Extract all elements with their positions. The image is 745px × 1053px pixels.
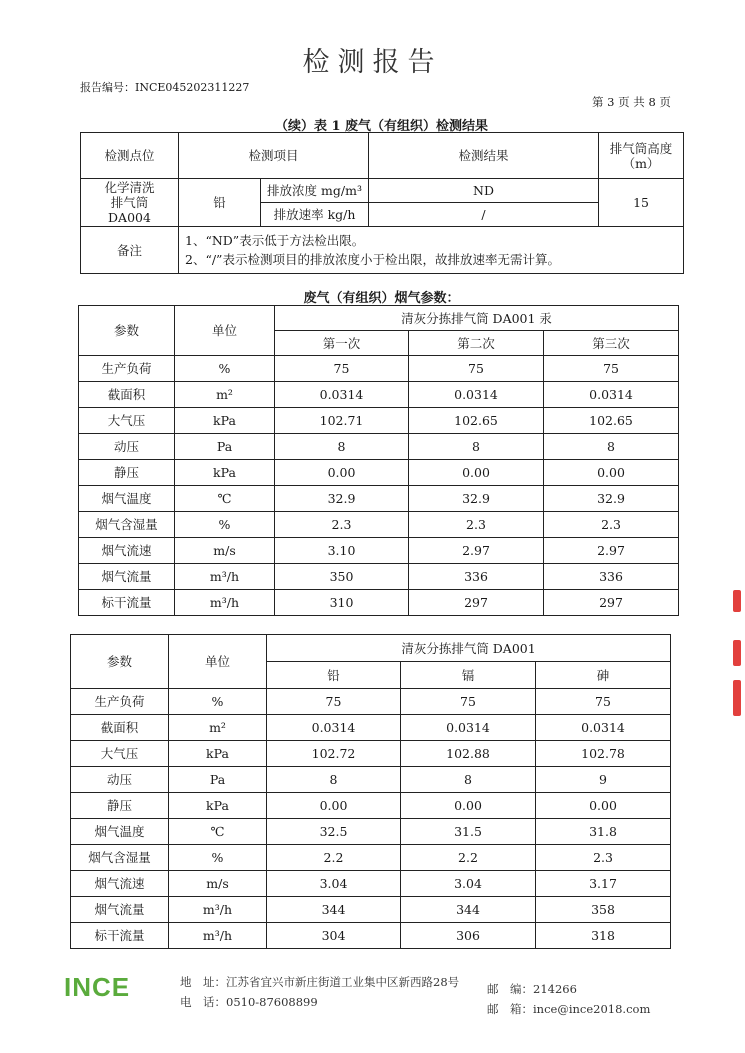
table-row	[79, 564, 679, 590]
item-rate: 排放速率 kg/h	[261, 203, 369, 227]
table-row	[79, 356, 679, 382]
item-concentration: 排放浓度 mg/m³	[261, 179, 369, 203]
value-cell: 0.0314	[544, 382, 679, 408]
remarks-label: 备注	[81, 227, 179, 274]
header-sub-2: 镉	[401, 662, 536, 689]
param-cell: 生产负荷	[71, 689, 169, 715]
postcode-line	[487, 981, 577, 997]
unit-cell: m³/h	[175, 564, 275, 590]
value-cell: 306	[401, 923, 536, 949]
value-cell: 32.9	[275, 486, 409, 512]
company-logo	[62, 970, 152, 1004]
header-unit: 单位	[175, 306, 275, 356]
value-cell: 318	[536, 923, 671, 949]
value-cell: 2.2	[401, 845, 536, 871]
value-cell: 0.0314	[275, 382, 409, 408]
address-value: 江苏省宜兴市新庄街道工业集中区新西路28号	[226, 975, 460, 989]
unit-cell: Pa	[169, 767, 267, 793]
param-cell: 烟气流量	[71, 897, 169, 923]
table2-caption: 废气（有组织）烟气参数：	[303, 291, 460, 306]
value-cell: 75	[275, 356, 409, 382]
value-cell: 8	[401, 767, 536, 793]
value-cell: 3.04	[267, 871, 401, 897]
report-number	[80, 79, 249, 95]
flue-params-table-metals	[70, 634, 671, 949]
param-cell: 静压	[71, 793, 169, 819]
phone-label: 电 话：	[180, 995, 226, 1009]
value-cell: 102.71	[275, 408, 409, 434]
value-cell: 336	[409, 564, 544, 590]
value-cell: 8	[267, 767, 401, 793]
result-rate: /	[369, 203, 599, 227]
header-sub-2: 第二次	[409, 331, 544, 356]
table-row	[79, 408, 679, 434]
param-cell: 烟气含湿量	[79, 512, 175, 538]
value-cell: 2.2	[267, 845, 401, 871]
table-row	[71, 923, 671, 949]
table-row	[79, 486, 679, 512]
header-result: 检测结果	[369, 133, 599, 179]
table-row	[79, 382, 679, 408]
value-cell: 8	[275, 434, 409, 460]
value-cell: 358	[536, 897, 671, 923]
value-cell: 0.00	[544, 460, 679, 486]
value-cell: 0.00	[409, 460, 544, 486]
value-cell: 75	[544, 356, 679, 382]
value-cell: 297	[409, 590, 544, 616]
phone-line	[180, 994, 318, 1010]
unit-cell: m³/h	[175, 590, 275, 616]
param-cell: 大气压	[79, 408, 175, 434]
value-cell: 8	[544, 434, 679, 460]
point-line1: 化学清洗	[104, 180, 155, 195]
table-row	[79, 512, 679, 538]
param-cell: 标干流量	[79, 590, 175, 616]
postcode-label: 邮 编：	[487, 982, 533, 996]
value-cell: 350	[275, 564, 409, 590]
unit-cell: %	[175, 356, 275, 382]
header-sub-1: 第一次	[275, 331, 409, 356]
value-cell: 344	[267, 897, 401, 923]
table-row	[79, 460, 679, 486]
remarks-cell	[179, 227, 684, 274]
value-cell: 31.8	[536, 819, 671, 845]
header-unit: 单位	[169, 635, 267, 689]
header-height-line2: （m）	[622, 155, 660, 171]
unit-cell: kPa	[169, 793, 267, 819]
table-row	[71, 897, 671, 923]
param-cell: 烟气流速	[79, 538, 175, 564]
param-cell: 烟气温度	[79, 486, 175, 512]
value-cell: 0.0314	[409, 382, 544, 408]
value-cell: 297	[544, 590, 679, 616]
unit-cell: m/s	[169, 871, 267, 897]
value-cell: 102.88	[401, 741, 536, 767]
value-cell: 336	[544, 564, 679, 590]
address-line	[180, 974, 459, 990]
seal-mark	[733, 680, 741, 716]
value-cell: 102.65	[409, 408, 544, 434]
value-cell: 102.78	[536, 741, 671, 767]
header-point: 检测点位	[81, 133, 179, 179]
value-cell: 344	[401, 897, 536, 923]
header-sub-3: 第三次	[544, 331, 679, 356]
value-cell: 310	[275, 590, 409, 616]
point-line2: 排气筒	[110, 195, 149, 210]
table-row	[71, 819, 671, 845]
unit-cell: ℃	[175, 486, 275, 512]
param-cell: 标干流量	[71, 923, 169, 949]
value-cell: 3.10	[275, 538, 409, 564]
value-cell: 0.00	[536, 793, 671, 819]
param-cell: 烟气流量	[79, 564, 175, 590]
value-cell: 0.00	[401, 793, 536, 819]
header-group-title: 清灰分拣排气筒 DA001 汞	[275, 306, 679, 331]
page-indicator: 第 3 页 共 8 页	[592, 95, 671, 109]
unit-cell: kPa	[169, 741, 267, 767]
value-cell: 2.3	[536, 845, 671, 871]
header-height	[599, 133, 684, 179]
param-cell: 动压	[79, 434, 175, 460]
unit-cell: ℃	[169, 819, 267, 845]
unit-cell: m²	[175, 382, 275, 408]
results-table	[80, 132, 684, 274]
table-row	[71, 767, 671, 793]
value-cell: 2.97	[409, 538, 544, 564]
value-cell: 2.3	[409, 512, 544, 538]
table1-caption: （续）表 1 废气（有组织）检测结果	[274, 119, 489, 134]
value-cell: 9	[536, 767, 671, 793]
table-row	[71, 793, 671, 819]
header-height-line1: 排气筒高度	[609, 140, 673, 156]
report-number-value: INCE045202311227	[135, 81, 250, 94]
page-title: 检测报告	[302, 47, 443, 78]
param-cell: 烟气含湿量	[71, 845, 169, 871]
value-cell: 0.0314	[401, 715, 536, 741]
value-cell: 32.9	[544, 486, 679, 512]
phone-value: 0510-87608899	[226, 995, 318, 1009]
seal-mark	[733, 640, 741, 666]
header-item: 检测项目	[179, 133, 369, 179]
unit-cell: %	[169, 689, 267, 715]
param-cell: 生产负荷	[79, 356, 175, 382]
value-cell: 2.97	[544, 538, 679, 564]
value-cell: 102.65	[544, 408, 679, 434]
value-cell: 32.9	[409, 486, 544, 512]
table-row	[79, 590, 679, 616]
table-row	[79, 434, 679, 460]
pollutant-cell: 铅	[179, 179, 261, 227]
height-value: 15	[599, 179, 684, 227]
header-param: 参数	[79, 306, 175, 356]
flue-params-table-runs	[78, 305, 679, 616]
address-label: 地 址：	[180, 975, 226, 989]
value-cell: 75	[536, 689, 671, 715]
value-cell: 75	[267, 689, 401, 715]
table-row	[79, 538, 679, 564]
table-row	[71, 689, 671, 715]
email-value: ince@ince2018.com	[533, 1002, 651, 1016]
value-cell: 2.3	[275, 512, 409, 538]
value-cell: 304	[267, 923, 401, 949]
unit-cell: kPa	[175, 460, 275, 486]
unit-cell: m/s	[175, 538, 275, 564]
value-cell: 8	[409, 434, 544, 460]
param-cell: 烟气温度	[71, 819, 169, 845]
email-label: 邮 箱：	[487, 1002, 533, 1016]
value-cell: 0.00	[267, 793, 401, 819]
value-cell: 0.0314	[536, 715, 671, 741]
value-cell: 31.5	[401, 819, 536, 845]
value-cell: 0.0314	[267, 715, 401, 741]
result-concentration: ND	[369, 179, 599, 203]
report-number-label: 报告编号：	[80, 81, 135, 94]
header-sub-3: 砷	[536, 662, 671, 689]
email-line	[487, 1001, 650, 1017]
param-cell: 截面积	[79, 382, 175, 408]
table-row	[71, 871, 671, 897]
unit-cell: m³/h	[169, 923, 267, 949]
value-cell: 2.3	[544, 512, 679, 538]
header-group-title: 清灰分拣排气筒 DA001	[267, 635, 671, 662]
param-cell: 静压	[79, 460, 175, 486]
header-param: 参数	[71, 635, 169, 689]
table-row	[71, 845, 671, 871]
param-cell: 烟气流速	[71, 871, 169, 897]
table-row	[71, 741, 671, 767]
value-cell: 0.00	[275, 460, 409, 486]
seal-mark	[733, 590, 741, 612]
unit-cell: m³/h	[169, 897, 267, 923]
unit-cell: %	[175, 512, 275, 538]
value-cell: 3.04	[401, 871, 536, 897]
unit-cell: m²	[169, 715, 267, 741]
remark-1: 1、“ND”表示低于方法检出限。	[185, 232, 365, 248]
remark-2: 2、“/”表示检测项目的排放浓度小于检出限，故排放速率无需计算。	[185, 252, 560, 267]
value-cell: 75	[401, 689, 536, 715]
unit-cell: Pa	[175, 434, 275, 460]
value-cell: 75	[409, 356, 544, 382]
value-cell: 32.5	[267, 819, 401, 845]
postcode-value: 214266	[533, 982, 577, 996]
param-cell: 大气压	[71, 741, 169, 767]
value-cell: 102.72	[267, 741, 401, 767]
unit-cell: %	[169, 845, 267, 871]
table-row	[71, 715, 671, 741]
unit-cell: kPa	[175, 408, 275, 434]
param-cell: 动压	[71, 767, 169, 793]
param-cell: 截面积	[71, 715, 169, 741]
point-cell	[81, 179, 179, 227]
point-line3: DA004	[108, 210, 151, 225]
header-sub-1: 铅	[267, 662, 401, 689]
value-cell: 3.17	[536, 871, 671, 897]
logo-text: INCE	[64, 972, 131, 1002]
